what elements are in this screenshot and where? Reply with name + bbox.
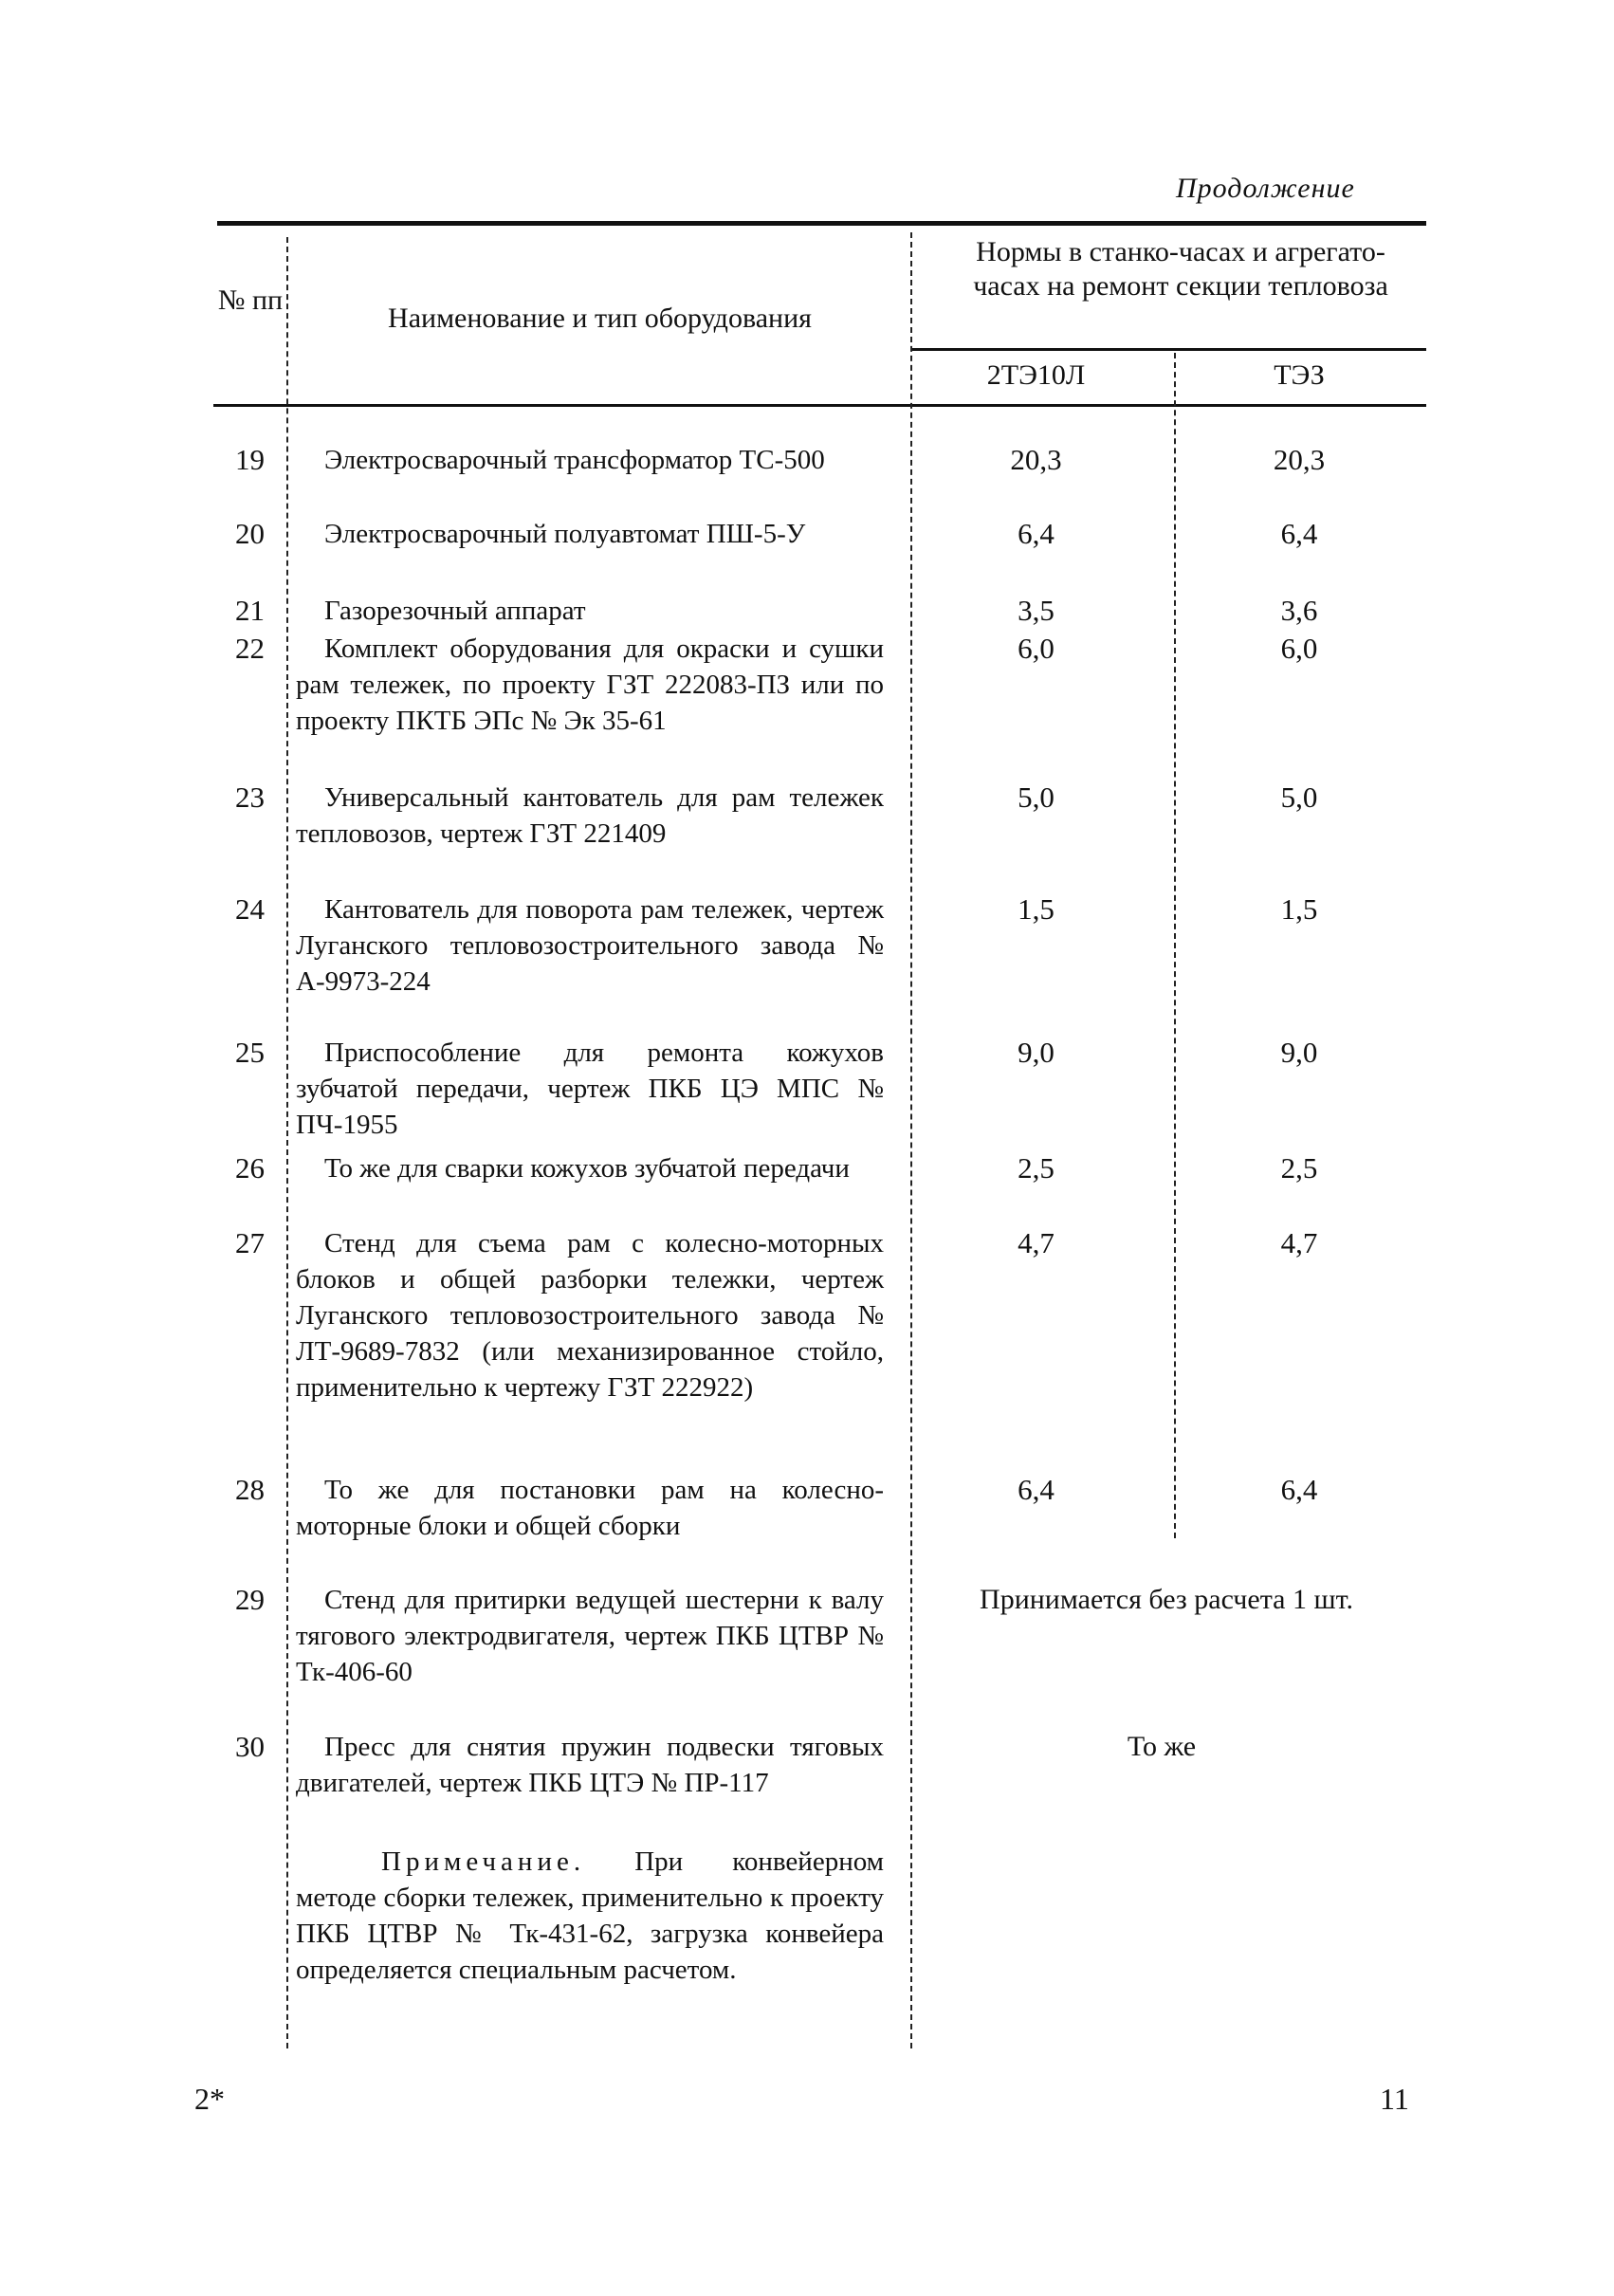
row-value-tez: 9,0 [1280, 1036, 1318, 1069]
row-value-2te10l: 1,5 [1018, 892, 1055, 926]
header-norms: Нормы в станко-часах и агрегато-часах на ремонт секции тепловоза [973, 236, 1388, 302]
page-number: 11 [1380, 2082, 1409, 2116]
row-name: Приспособление для ремонта кожухов зубчатой передачи, чертеж ПКБ ЦЭ МПС № ПЧ-1955 [296, 1038, 884, 1140]
top-rule [217, 221, 1426, 226]
row-value-merged: То же [1127, 1731, 1197, 1762]
column-divider [910, 232, 912, 2048]
row-name: Стенд для съема рам с колесно-моторных блоков и общей разборки тележки, чертеж Луганского тепловозостроительного завода № ЛТ-9689-7832 (или механизированное стойло, применительно к чертежу ГЗТ 222922) [296, 1228, 884, 1403]
note-label: Примечание. [381, 1846, 586, 1877]
signature-mark: 2* [194, 2082, 225, 2116]
column-divider [286, 237, 288, 2048]
row-value-2te10l: 9,0 [1018, 1036, 1055, 1069]
row-num: 21 [235, 594, 265, 627]
note-text: При конвейерном методе сборки тележек, применительно к проекту ПКБ ЦТВР № Тк-431-62, загрузка конвейера определяется специальным расчетом. [296, 1846, 885, 1985]
column-divider [1174, 353, 1176, 1538]
row-name: Кантователь для поворота рам тележек, чертеж Луганского тепловозостроительного завода № А-9973-224 [296, 894, 884, 997]
row-name: Пресс для снятия пружин подвески тяговых двигателей, чертеж ПКБ ЦТЭ № ПР-117 [296, 1732, 884, 1798]
row-num: 28 [235, 1473, 265, 1506]
row-num: 30 [235, 1730, 265, 1763]
row-num: 23 [235, 781, 265, 814]
row-num: 29 [235, 1583, 265, 1616]
row-name: То же для сварки кожухов зубчатой передачи [324, 1153, 850, 1184]
row-value-tez: 6,0 [1280, 632, 1318, 665]
row-value-2te10l: 2,5 [1018, 1151, 1055, 1185]
header-num: № пп [217, 285, 284, 316]
row-name: Газорезочный аппарат [324, 596, 586, 626]
continuation-label: Продолжение [1176, 173, 1355, 204]
row-value-2te10l: 5,0 [1018, 781, 1055, 814]
row-value-2te10l: 6,4 [1018, 1473, 1055, 1506]
row-name: Комплект оборудования для окраски и сушки рам тележек, по проекту ГЗТ 222083-ПЗ или по проекту ПКТБ ЭПс № Эк 35-61 [296, 634, 884, 736]
row-value-tez: 6,4 [1280, 1473, 1318, 1506]
header-bottom-rule [213, 404, 1426, 407]
row-name: Универсальный кантователь для рам тележек тепловозов, чертеж ГЗТ 221409 [296, 782, 884, 849]
row-name: Стенд для притирки ведущей шестерни к валу тягового электродвигателя, чертеж ПКБ ЦТВР № Тк-406-60 [296, 1585, 884, 1687]
row-value-2te10l: 6,0 [1018, 632, 1055, 665]
row-value-tez: 20,3 [1273, 443, 1326, 476]
row-num: 25 [235, 1036, 265, 1069]
row-num: 26 [235, 1151, 265, 1185]
row-num: 20 [235, 517, 265, 550]
row-num: 24 [235, 892, 265, 926]
row-value-tez: 5,0 [1280, 781, 1318, 814]
row-name: Электросварочный полуавтомат ПШ-5-У [324, 519, 806, 549]
row-name: Электросварочный трансформатор ТС-500 [324, 445, 825, 475]
row-value-2te10l: 3,5 [1018, 594, 1055, 627]
row-value-tez: 2,5 [1280, 1151, 1318, 1185]
subheader-rule [910, 348, 1426, 351]
row-num: 27 [235, 1226, 265, 1259]
row-value-2te10l: 20,3 [1010, 443, 1062, 476]
header-name: Наименование и тип оборудования [388, 303, 812, 334]
row-value-merged: Принимается без расчета 1 шт. [980, 1584, 1353, 1615]
row-num: 19 [235, 443, 265, 476]
row-value-tez: 3,6 [1280, 594, 1318, 627]
header-sub-tez: ТЭЗ [1274, 359, 1325, 391]
row-num: 22 [235, 632, 265, 665]
row-value-tez: 4,7 [1280, 1226, 1318, 1259]
row-value-2te10l: 4,7 [1018, 1226, 1055, 1259]
row-name: То же для постановки рам на колесно-моторные блоки и общей сборки [296, 1475, 884, 1541]
row-value-tez: 1,5 [1280, 892, 1318, 926]
row-value-tez: 6,4 [1280, 517, 1318, 550]
header-sub-2te10l: 2ТЭ10Л [986, 359, 1086, 391]
row-value-2te10l: 6,4 [1018, 517, 1055, 550]
table-note [296, 1844, 884, 1988]
